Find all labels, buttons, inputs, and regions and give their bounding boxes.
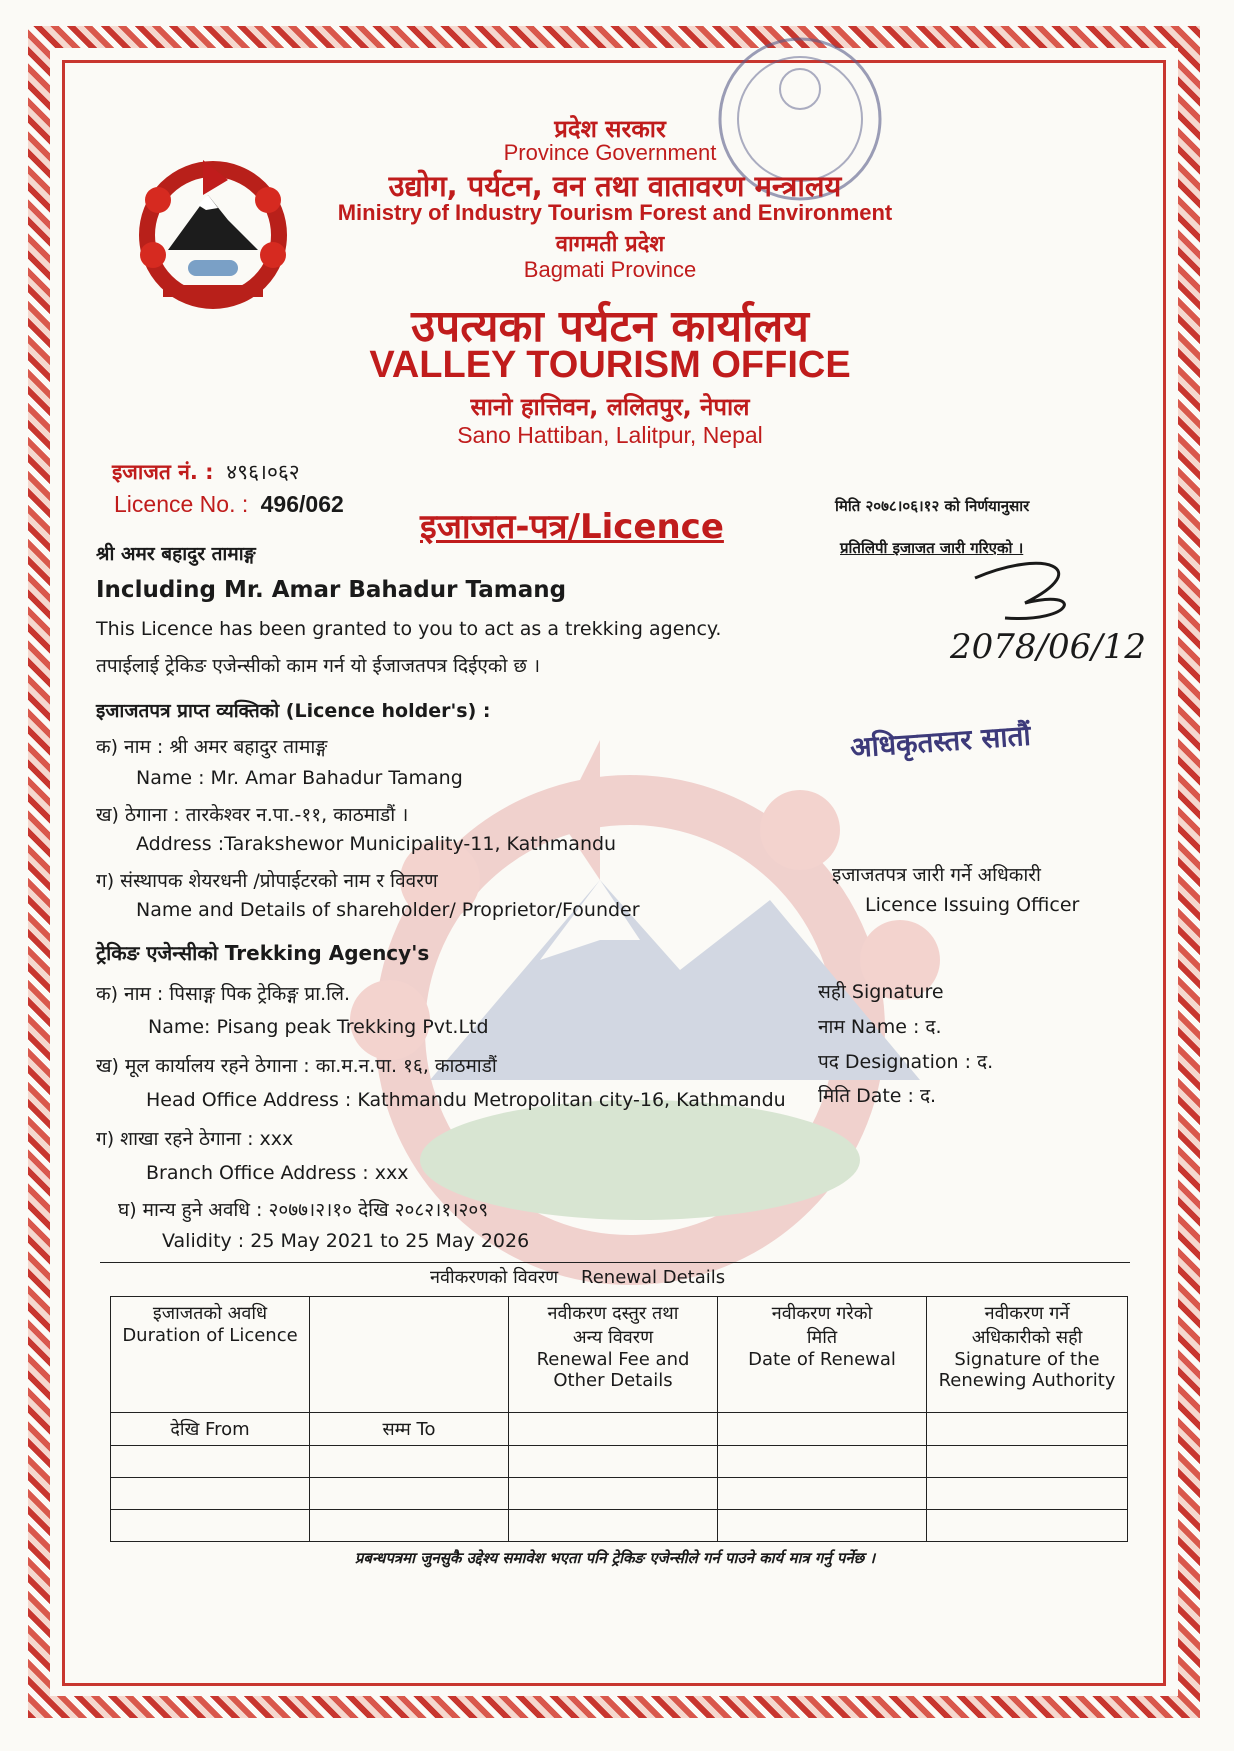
province-np: प्रदेश सरकार: [554, 115, 666, 143]
ministry-en: Ministry of Industry Tourism Forest and Environment: [337, 200, 893, 225]
founder-en: Name and Details of shareholder/ Proprietor/Founder: [136, 899, 640, 921]
head-office-np: ख) मूल कार्यालय रहने ठेगाना : का.म.न.पा. १६, काठमाडौं: [96, 1055, 497, 1077]
province-en: Province Government: [503, 140, 717, 165]
licence-no-value-en: 496/062: [260, 491, 344, 517]
holder-name-en: Name : Mr. Amar Bahadur Tamang: [136, 767, 463, 789]
officer-signature: सही Signature: [818, 981, 944, 1003]
decision-note-1: मिति २०७८।०६।१२ को निर्णयानुसार: [835, 497, 1030, 515]
agency-section-title: ट्रेकिङ एजेन्सीको Trekking Agency's: [96, 941, 430, 965]
agency-name-en: Name: Pisang peak Trekking Pvt.Ltd: [148, 1016, 489, 1038]
validity-np: घ) मान्य हुने अवधि : २०७७।२।१० देखि २०८२।१।२०९: [118, 1199, 489, 1221]
branch-en: Branch Office Address : xxx: [146, 1162, 409, 1184]
cell: [310, 1446, 509, 1478]
renewal-divider: [100, 1262, 1130, 1263]
cell: [509, 1446, 718, 1478]
cell: [509, 1478, 718, 1510]
including-en: Including Mr. Amar Bahadur Tamang: [96, 577, 567, 603]
granted-en: This Licence has been granted to you to act as a trekking agency.: [96, 618, 722, 640]
office-en: VALLEY TOURISM OFFICE: [369, 344, 851, 386]
holder-name-np: क) नाम : श्री अमर बहादुर तामाङ्ग: [96, 736, 328, 758]
officer-title-np: इजाजतपत्र जारी गर्ने अधिकारी: [832, 864, 1041, 886]
bagmati-en: Bagmati Province: [523, 257, 697, 282]
cell: [509, 1510, 718, 1542]
licence-no-en: [114, 491, 344, 518]
address-en: Sano Hattiban, Lalitpur, Nepal: [457, 422, 763, 448]
holder-address-np: ख) ठेगाना : तारकेश्वर न.पा.-११, काठमाडौं ।: [96, 804, 409, 826]
cell: [718, 1446, 927, 1478]
validity-en: Validity : 25 May 2021 to 25 May 2026: [162, 1230, 530, 1252]
officer-title-en: Licence Issuing Officer: [865, 894, 1080, 916]
col-date: नवीकरण गरेको मिति Date of Renewal: [718, 1297, 927, 1413]
office-np: उपत्यका पर्यटन कार्यालय: [411, 301, 809, 352]
cell: [927, 1510, 1128, 1542]
col-duration: इजाजतको अवधि Duration of Licence: [111, 1297, 310, 1413]
head-office-en: Head Office Address : Kathmandu Metropolitan city-16, Kathmandu: [146, 1089, 786, 1111]
cell: [718, 1510, 927, 1542]
cell: [310, 1510, 509, 1542]
founder-np: ग) संस्थापक शेयरधनी /प्रोपाईटरको नाम र विवरण: [96, 870, 438, 892]
licence-no-label-np: इजाजत नं. :: [112, 460, 214, 484]
renewal-table: [110, 1296, 1128, 1542]
col-signature: नवीकरण गर्ने अधिकारीको सही Signature of the Renewing Authority: [927, 1297, 1128, 1413]
col-fee: नवीकरण दस्तुर तथा अन्य विवरण Renewal Fee and Other Details: [509, 1297, 718, 1413]
granted-np: तपाईलाई ट्रेकिङ एजेन्सीको काम गर्न यो ईजाजतपत्र दिईएको छ ।: [96, 655, 541, 677]
cell: [509, 1413, 718, 1446]
salutation-np: श्री अमर बहादुर तामाङ्ग: [96, 543, 256, 565]
cell: [111, 1478, 310, 1510]
col-blank: [310, 1297, 509, 1413]
bagmati-np: वागमती प्रदेश: [555, 232, 665, 257]
cell: [927, 1413, 1128, 1446]
officer-name: नाम Name : द.: [818, 1016, 942, 1038]
licence-title: इजाजत-पत्र/Licence: [420, 507, 724, 547]
cell: [310, 1478, 509, 1510]
branch-np: ग) शाखा रहने ठेगाना : xxx: [96, 1128, 294, 1150]
officer-designation: पद Designation : द.: [818, 1051, 994, 1073]
cell: [111, 1446, 310, 1478]
handwritten-date: 2078/06/12: [950, 627, 1146, 667]
cell: [718, 1413, 927, 1446]
cell: [927, 1478, 1128, 1510]
cell: [111, 1510, 310, 1542]
handwritten-signature: [935, 548, 1165, 678]
from-label: देखि From: [111, 1413, 310, 1446]
decision-note-2: प्रतिलिपी इजाजत जारी गरिएको ।: [840, 539, 1024, 557]
licence-no-value-np: ४९६।०६२: [226, 460, 300, 484]
footer-note: प्रबन्धपत्रमा जुनसुकै उद्देश्य समावेश भएता पनि ट्रेकिङ एजेन्सीले गर्न पाउने कार्य मात्र गर्नु पर्नेछ ।: [354, 1549, 876, 1567]
address-np: सानो हात्तिवन, ललितपुर, नेपाल: [470, 393, 750, 421]
holder-address-en: Address :Tarakshewor Municipality-11, Kathmandu: [136, 833, 617, 855]
ministry-np: उद्योग, पर्यटन, वन तथा वातावरण मन्त्रालय: [388, 169, 842, 203]
licence-no-label-en: Licence No. :: [114, 491, 249, 517]
to-label: सम्म To: [310, 1413, 509, 1446]
cell: [718, 1478, 927, 1510]
rank-stamp: अधिकृतस्तर सातौं: [849, 718, 1032, 765]
cell: [927, 1446, 1128, 1478]
agency-name-np: क) नाम : पिसाङ्ग पिक ट्रेकिङ्ग प्रा.लि.: [96, 983, 351, 1005]
holder-section-title: इजाजतपत्र प्राप्त व्यक्तिको (Licence holder's) :: [96, 700, 491, 722]
nepal-emblem-icon: [128, 150, 298, 310]
officer-date: मिति Date : द.: [818, 1085, 937, 1107]
licence-no-np: [112, 458, 300, 486]
renewal-title: नवीकरणको विवरण Renewal Details: [430, 1267, 726, 1288]
